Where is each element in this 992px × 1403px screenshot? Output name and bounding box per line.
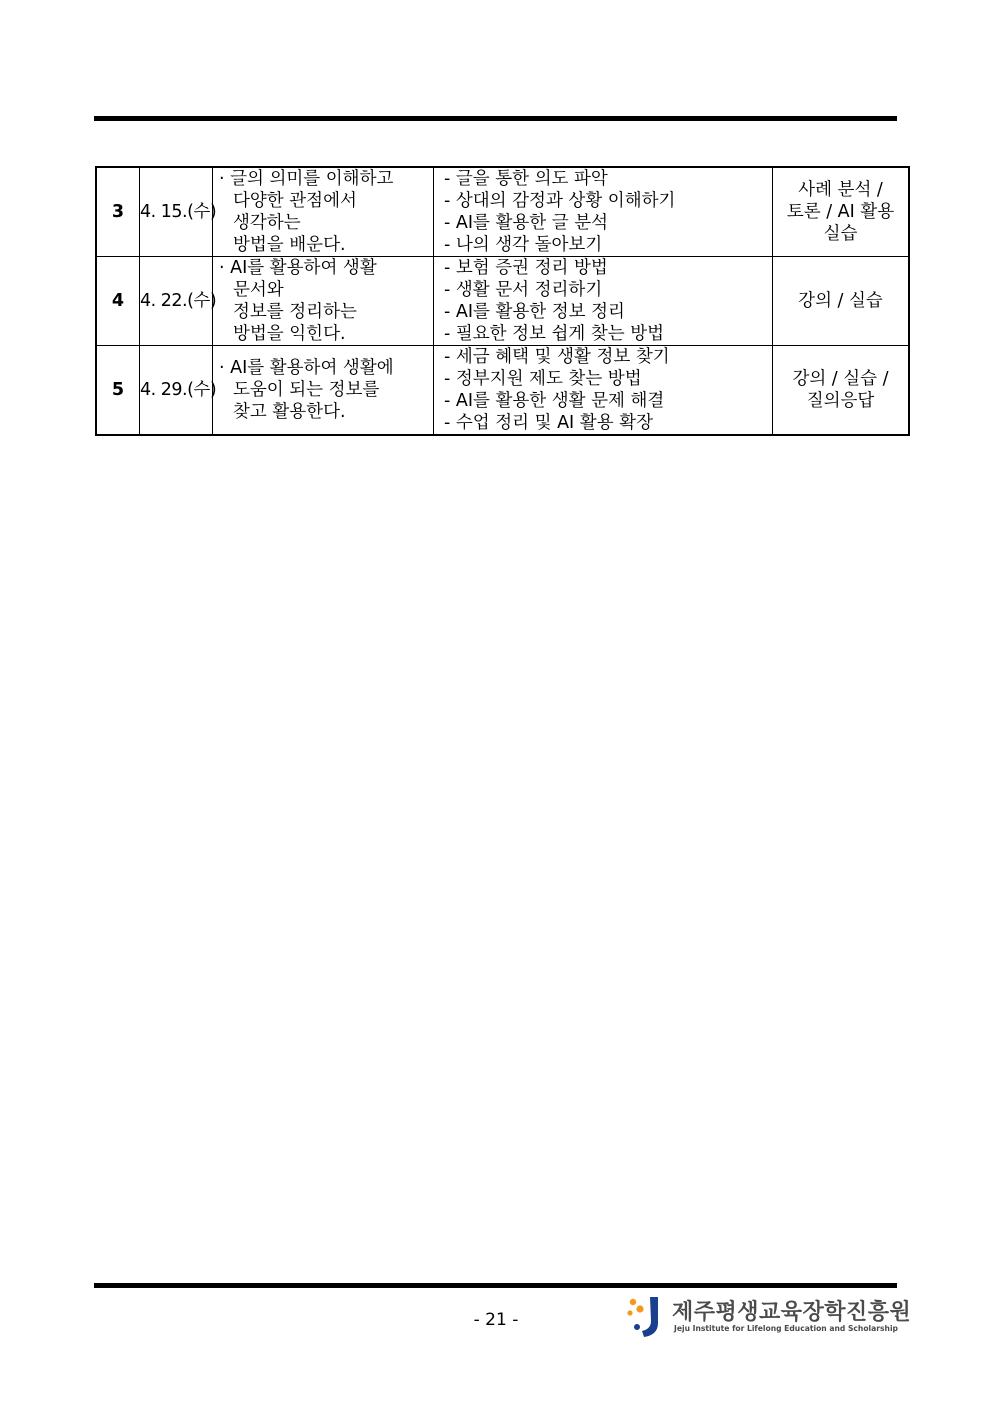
content-line: - AI를 활용한 글 분석 [444,213,609,233]
session-goal [213,346,434,436]
table-row [96,346,909,436]
goal-line: 방법을 익힌다. [233,324,346,344]
content-line: - 보험 증권 정리 방법 [444,258,608,278]
table-row [96,167,909,257]
goal-line: 정보를 정리하는 [233,302,357,322]
institute-english-name: Jeju Institute for Lifelong Education and Scholarship [674,1324,898,1333]
method-line: 토론 / AI 활용 [786,202,895,222]
method-line: 강의 / 실습 [798,291,883,311]
content-line: - AI를 활용한 생활 문제 해결 [444,391,665,411]
session-method [773,257,910,346]
session-number: 3 [96,167,140,257]
content-line: - 세금 혜택 및 생활 정보 찾기 [444,347,670,367]
content-line: - 필요한 정보 쉽게 찾는 방법 [444,324,665,344]
session-date: 4. 29.(수) [140,346,213,436]
session-goal [213,257,434,346]
content-line: - AI를 활용한 정보 정리 [444,302,625,322]
table-row [96,257,909,346]
goal-line: · 글의 의미를 이해하고 [219,169,394,189]
session-method [773,346,910,436]
session-method [773,167,910,257]
goal-line: 방법을 배운다. [233,235,346,255]
content-line: - 글을 통한 의도 파악 [444,169,608,189]
goal-line: 문서와 [233,280,284,300]
session-content [434,167,773,257]
institute-logo [624,1293,912,1339]
goal-line: · AI를 활용하여 생활 [219,258,377,278]
method-line: 강의 / 실습 / [792,369,889,389]
content-line: - 생활 문서 정리하기 [444,280,603,300]
goal-line: 다양한 관점에서 [233,191,357,211]
session-content [434,257,773,346]
goal-line: 생각하는 [233,213,301,233]
content-line: - 상대의 감정과 상황 이해하기 [444,191,676,211]
method-line: 질의응답 [806,391,875,411]
page-number: - 21 - [473,1310,519,1330]
session-number: 4 [96,257,140,346]
session-date: 4. 22.(수) [140,257,213,346]
session-content [434,346,773,436]
institute-logo-icon [624,1293,666,1339]
session-date: 4. 15.(수) [140,167,213,257]
session-goal [213,167,434,257]
header-rule [94,116,897,121]
schedule-table [95,166,910,436]
institute-name: 제주평생교육장학진흥원 [672,1300,912,1325]
goal-line: 도움이 되는 정보를 [233,380,380,400]
method-line: 실습 [823,224,858,244]
goal-line: · AI를 활용하여 생활에 [219,358,394,378]
footer-rule [94,1283,897,1288]
content-line: - 수업 정리 및 AI 활용 확장 [444,413,653,433]
method-line: 사례 분석 / [798,180,883,200]
session-number: 5 [96,346,140,436]
content-line: - 정부지원 제도 찾는 방법 [444,369,642,389]
goal-line: 찾고 활용한다. [233,402,346,422]
content-line: - 나의 생각 돌아보기 [444,235,603,255]
